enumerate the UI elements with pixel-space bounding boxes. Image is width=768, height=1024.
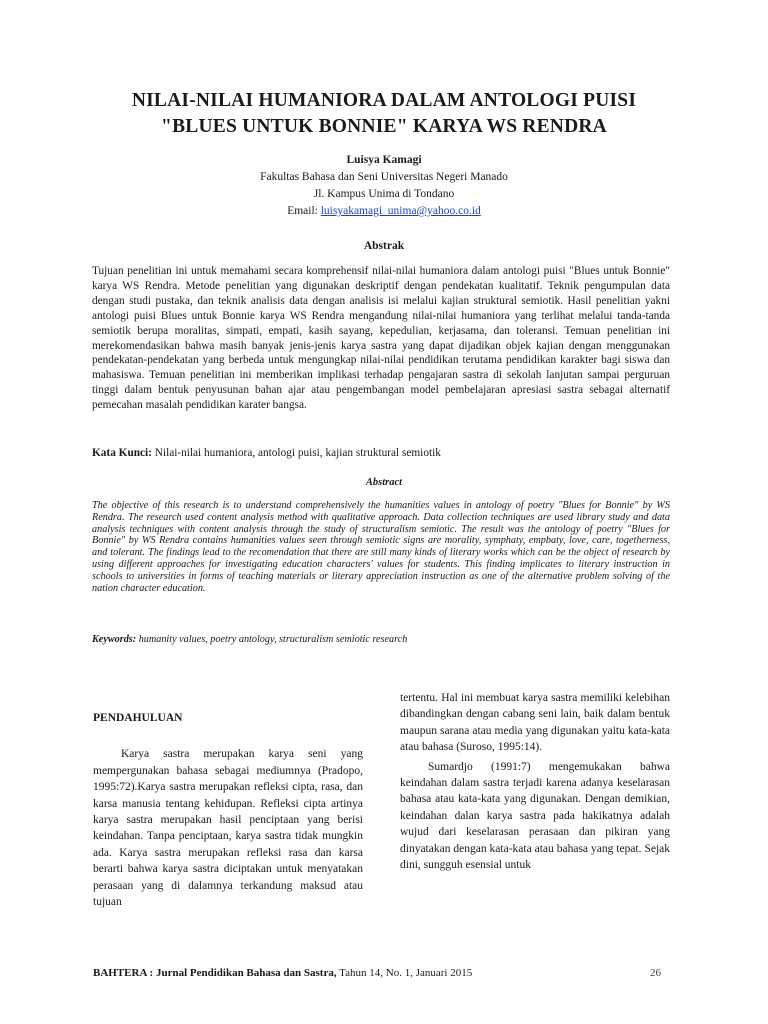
body-paragraph-3: Sumardjo (1991:7) mengemukakan bahwa keindahan dalam sastra terjadi karena adanya keselarasan bahasa atau kata-kata yang digunakan. Dengan demikian, keindahan dalan karya sastra pada hakikatnya adalah wujud dari keselarasan perasaan dan pikiran yang dinyatakan dengan kata-kata atau bahasa yang tepat. Sejak dini, sungguh esensial untuk	[400, 760, 670, 872]
email-label: Email:	[287, 205, 318, 217]
page-number: 26	[650, 967, 661, 979]
keywords-text: humanity values, poetry antology, structuralism semiotic research	[138, 634, 408, 645]
keywords	[92, 634, 670, 645]
abstrak-heading: Abstrak	[363, 240, 405, 252]
body-paragraph-1: Karya sastra merupakan karya seni yang mempergunakan bahasa sebagai mediumnya (Pradopo, 1995:72).Karya sastra merupakan refleksi cipta, rasa, dan karsa manusia tentang kehidupan. Refleksi cipta artinya karya sastra merupakan hasil penciptaan yang berisi keindahan. Tanpa penciptaan, karya sastra tidak mungkin ada. Karya sastra merupakan refleksi rasa dan karsa berarti bahwa karya sastra diciptakan untuk menyatakan perasaan yang di dalamnya terkandung maksud atau tujuan	[93, 748, 363, 909]
author-affiliation: Fakultas Bahasa dan Seni Universitas Negeri Manado	[260, 171, 508, 183]
kata-kunci	[92, 447, 670, 459]
email-link[interactable]: luisyakamagi_unima@yahoo.co.id	[320, 205, 481, 217]
right-column	[400, 690, 670, 873]
author-email-line	[84, 203, 684, 220]
kata-kunci-text: Nilai-nilai humaniora, antologi puisi, kajian struktural semiotik	[154, 447, 441, 459]
title-line-2: "BLUES UNTUK BONNIE" KARYA WS RENDRA	[161, 116, 607, 137]
keywords-label: Keywords:	[92, 634, 137, 645]
footer-journal: BAHTERA : Jurnal Pendidikan Bahasa dan Sastra,	[93, 967, 337, 979]
title-line-1: NILAI-NILAI HUMANIORA DALAM ANTOLOGI PUISI	[131, 90, 637, 111]
paper-title	[60, 88, 708, 140]
author-name: Luisya Kamagi	[346, 154, 422, 166]
left-column	[93, 700, 363, 910]
body-paragraph-2: tertentu. Hal ini membuat karya sastra memiliki kelebihan dibandingkan dengan cabang seni lain, baik dalam bentuk maupun sarana atau media yang digunakan yaitu kata-kata atau bahasa (Suroso, 1995:14).	[400, 692, 670, 754]
footer-issue: Tahun 14, No. 1, Januari 2015	[339, 967, 473, 979]
author-address: Jl. Kampus Unima di Tondano	[313, 188, 455, 200]
abstract-heading: Abstract	[365, 477, 403, 488]
abstrak-body: Tujuan penelitian ini untuk memahami secara komprehensif nilai-nilai humaniora dalam antologi puisi "Blues untuk Bonnie" karya WS Rendra. Metode penelitian yang digunakan deskriptif dengan pendekatan kualitatif. Teknik pengumpulan data dengan studi pustaka, dan teknik analisis data dengan analisis isi melalui kajian struktural semiotik. Hasil penelitian yakni antologi puisi Blues untuk Bonnie karya WS Rendra mengandung nilai-nilai humaniora yang terlihat melalui tanda-tanda semiotik berupa moralitas, simpati, empati, kasih sayang, kepedulian, kerjasama, dan toleransi. Temuan penelitian ini merekomendasikan bahwa masih banyak jenis-jenis karya sastra yang dapat dijadikan objek kajian dengan menggunakan pendekatan-pendekatan yang berbeda untuk mengungkap nilai-nilai pendidikan terutama pendidikan karakter bagi siswa dan mahasiswa. Temuan penelitian ini memberikan implikasi terhadap pengajaran sastra di sekolah lanjutan sampai perguruan tinggi dalam bentuk penyusunan bahan ajar atau pengembangan model pembelajaran apresiasi sastra sebagai alternatif pemecahan masalah pendidikan karater bangsa.	[92, 265, 670, 412]
section-title-pendahuluan: PENDAHULUAN	[93, 712, 183, 724]
page-footer	[93, 967, 673, 979]
abstract-body: The objective of this research is to understand comprehensively the humanities values in antology of poetry "Blues for Bonnie" by WS Rendra. The research used content analysis method with qualitative approach. Data collection techniques are used library study and data analysis techniques with content analysis through the study of structuralism semiotic. The result was the antology of poetry "Blues for Bonnie" by WS Rendra contains humanities values seen through semiotic signs are morality, symphaty, empbaty, love, care, togetherness, and tolerant. The findings lead to the recomendation that there are still many kinds of literary works which can be the object of research by using different approaches for investigating education characters' values for students. This finding implicates to literary instruction in schools to universities in forms of teaching materials or literary appreciation instruction as one of the alternative problem solving of the nation character education.	[92, 500, 670, 594]
author-block	[84, 152, 684, 220]
kata-kunci-label: Kata Kunci:	[92, 447, 152, 459]
